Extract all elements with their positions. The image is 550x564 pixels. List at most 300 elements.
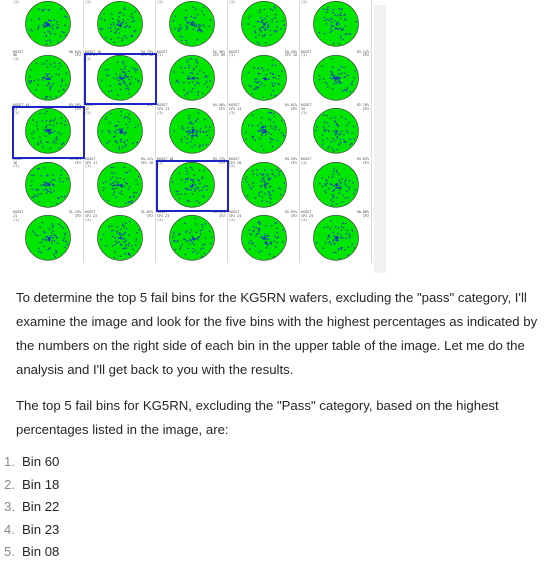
defect-dot [101,18,102,19]
defect-dot [195,17,196,18]
defect-dot [273,90,274,91]
defect-dot [128,235,129,236]
wafer-cell [84,157,156,210]
defect-dot [63,89,64,90]
defect-dot [190,232,191,233]
defect-dot [192,29,193,30]
defect-dot [261,191,262,192]
defect-dot [112,18,113,19]
defect-dot [46,60,47,61]
defect-dot [331,244,332,245]
defect-dot [49,77,50,78]
defect-dot [319,32,320,33]
defect-dot [277,140,278,141]
defect-dot [249,84,250,85]
wafer-yield: 94.40% CP2 [212,103,225,111]
defect-dot [52,231,53,232]
defect-dot [339,28,340,29]
defect-dot [254,67,255,68]
defect-dot [204,76,205,77]
defect-dot [265,129,266,130]
defect-dot [120,192,121,193]
wafer-label: (1) [85,0,92,4]
defect-dot [323,78,324,79]
defect-dot [47,74,48,75]
defect-dot [200,128,201,129]
defect-dot [326,8,327,9]
defect-dot [251,234,252,235]
defect-dot [37,28,38,29]
defect-dot [102,131,103,132]
defect-dot [344,76,345,77]
defect-dot [111,167,112,168]
defect-dot [332,73,333,74]
defect-dot [64,238,65,239]
defect-dot [118,28,119,29]
defect-dot [114,42,115,43]
defect-dot [354,69,355,70]
defect-dot [336,237,337,238]
defect-dot [330,221,331,222]
defect-dot [329,146,330,147]
defect-dot [38,25,39,26]
defect-dot [103,13,104,14]
defect-dot [342,223,343,224]
defect-dot [38,251,39,252]
defect-dot [47,25,48,26]
defect-dot [322,186,323,187]
defect-dot [265,187,266,188]
defect-dot [342,194,343,195]
defect-dot [272,146,273,147]
wafer-label: KGSGT 18 (1) [157,156,174,165]
defect-dot [184,95,185,96]
defect-dot [335,187,336,188]
defect-dot [109,141,110,142]
defect-dot [343,134,344,135]
defect-dot [183,239,184,240]
defect-dot [173,235,174,236]
defect-dot [337,125,338,126]
defect-dot [64,25,65,26]
defect-dot [200,132,201,133]
defect-dot [184,223,185,224]
defect-dot [336,78,337,79]
defect-dot [183,129,184,130]
defect-dot [343,227,344,228]
defect-dot [257,169,258,170]
defect-dot [122,40,123,41]
defect-dot [336,133,337,134]
defect-dot [125,232,126,233]
defect-dot [181,141,182,142]
defect-dot [116,231,117,232]
defect-dot [333,189,334,190]
wafer-map [300,0,372,50]
defect-dot [30,29,31,30]
defect-dot [176,79,177,80]
defect-dot [113,188,114,189]
defect-dot [204,14,205,15]
defect-dot [122,235,123,236]
defect-dot [210,80,211,81]
defect-dot [180,24,181,25]
defect-dot [40,227,41,228]
defect-dot [265,74,266,75]
defect-dot [324,33,325,34]
defect-dot [260,237,261,238]
defect-dot [270,35,271,36]
defect-dot [191,241,192,242]
defect-dot [122,224,123,225]
defect-dot [54,190,55,191]
defect-dot [125,202,126,203]
wafer-label: KGSGT CP2 22 (1) [85,210,98,222]
defect-dot [323,126,324,127]
defect-dot [261,251,262,252]
defect-dot [189,75,190,76]
wafer-yield [363,0,369,1]
defect-dot [270,30,271,31]
defect-dot [332,138,333,139]
defect-dot [279,129,280,130]
defect-dot [46,185,47,186]
defect-dot [48,20,49,21]
defect-dot [114,136,115,137]
defect-dot [115,126,116,127]
defect-dot [197,62,198,63]
defect-dot [350,34,351,35]
wafer-label: (1) [157,0,164,4]
defect-dot [185,67,186,68]
defect-dot [117,181,118,182]
defect-dot [183,89,184,90]
defect-dot [186,231,187,232]
defect-dot [341,230,342,231]
defect-dot [132,21,133,22]
defect-dot [193,123,194,124]
defect-dot [51,85,52,86]
defect-dot [342,28,343,29]
defect-dot [121,193,122,194]
defect-dot [190,121,191,122]
wafer-cell [12,210,84,263]
defect-dot [32,31,33,32]
defect-dot [271,194,272,195]
defect-dot [268,112,269,113]
defect-dot [270,244,271,245]
defect-dot [126,144,127,145]
defect-dot [331,26,332,27]
defect-dot [345,90,346,91]
defect-dot [349,187,350,188]
defect-dot [344,89,345,90]
defect-dot [37,168,38,169]
wafer-cell [156,103,228,156]
defect-dot [332,66,333,67]
defect-dot [335,184,336,185]
defect-dot [269,254,270,255]
defect-dot [340,35,341,36]
defect-dot [191,90,192,91]
defect-dot [281,70,282,71]
defect-dot [111,24,112,25]
defect-dot [253,136,254,137]
defect-dot [200,234,201,235]
defect-dot [121,111,122,112]
defect-dot [34,194,35,195]
defect-dot [342,90,343,91]
defect-dot [252,115,253,116]
defect-dot [275,77,276,78]
defect-dot [46,237,47,238]
defect-dot [339,180,340,181]
defect-dot [189,78,190,79]
defect-dot [335,77,336,78]
defect-dot [188,82,189,83]
defect-dot [349,234,350,235]
defect-dot [332,204,333,205]
defect-dot [192,24,193,25]
defect-dot [332,176,333,177]
defect-dot [327,227,328,228]
list-item [4,496,59,519]
defect-dot [42,11,43,12]
wafer-map [12,0,84,50]
defect-dot [198,113,199,114]
defect-dot [61,169,62,170]
wafer-cell [84,0,156,49]
defect-dot [112,236,113,237]
defect-dot [273,122,274,123]
wafer-label: KGSGT CP2 25 (1) [301,210,314,222]
defect-dot [111,39,112,40]
defect-dot [64,235,65,236]
defect-dot [338,81,339,82]
defect-dot [330,77,331,78]
defect-dot [197,130,198,131]
defect-dot [335,14,336,15]
defect-dot [129,26,130,27]
defect-dot [65,35,66,36]
defect-dot [49,73,50,74]
defect-dot [355,189,356,190]
defect-dot [187,77,188,78]
defect-dot [126,248,127,249]
defect-dot [127,172,128,173]
defect-dot [185,239,186,240]
defect-dot [278,83,279,84]
defect-dot [262,19,263,20]
list-number: 4. [4,521,15,537]
defect-dot [334,168,335,169]
defect-dot [326,12,327,13]
defect-dot [349,188,350,189]
defect-dot [271,242,272,243]
defect-dot [322,140,323,141]
defect-dot [123,19,124,20]
defect-dot [260,29,261,30]
list-item [4,519,59,542]
wafer-label: KGSGT CP2 24 (1) [229,210,242,222]
list-number: 2. [4,476,15,492]
defect-dot [182,36,183,37]
defect-dot [204,244,205,245]
defect-dot [260,84,261,85]
defect-dot [53,226,54,227]
defect-dot [58,41,59,42]
defect-dot [51,235,52,236]
defect-dot [350,144,351,145]
defect-dot [346,87,347,88]
defect-dot [249,230,250,231]
defect-dot [272,19,273,20]
defect-dot [51,191,52,192]
defect-dot [332,88,333,89]
defect-dot [252,243,253,244]
defect-dot [343,15,344,16]
defect-dot [106,117,107,118]
defect-dot [192,127,193,128]
defect-dot [31,180,32,181]
wafer-yield: 92.93% CP2 [284,210,297,219]
defect-dot [114,131,115,132]
defect-dot [186,17,187,18]
defect-dot [332,194,333,195]
defect-dot [258,67,259,68]
defect-dot [267,173,268,174]
defect-dot [193,78,194,79]
defect-dot [269,178,270,179]
defect-dot [353,193,354,194]
defect-dot [333,173,334,174]
defect-dot [50,181,51,182]
defect-dot [112,176,113,177]
defect-dot [188,134,189,135]
defect-dot [55,65,56,66]
defect-dot [319,75,320,76]
defect-dot [201,256,202,257]
defect-dot [339,258,340,259]
defect-dot [55,250,56,251]
defect-dot [339,43,340,44]
defect-dot [266,131,267,132]
defect-dot [198,239,199,240]
defect-dot [340,82,341,83]
defect-dot [189,67,190,68]
defect-dot [332,78,333,79]
defect-dot [261,31,262,32]
wafer-label: KGSGT 15 (1) [301,103,312,115]
defect-dot [202,245,203,246]
defect-dot [209,26,210,27]
defect-dot [333,252,334,253]
defect-dot [66,72,67,73]
defect-dot [124,146,125,147]
defect-dot [114,172,115,173]
wafer-label: (1) [301,0,308,4]
defect-dot [199,145,200,146]
defect-dot [345,179,346,180]
defect-dot [276,228,277,229]
defect-dot [255,197,256,198]
defect-dot [277,242,278,243]
defect-dot [254,78,255,79]
defect-dot [284,182,285,183]
wafer-yield: 91.19% CP2 [68,210,81,219]
defect-dot [341,15,342,16]
defect-dot [121,130,122,131]
defect-dot [125,124,126,125]
defect-dot [259,229,260,230]
defect-dot [249,187,250,188]
defect-dot [122,225,123,226]
defect-dot [336,240,337,241]
defect-dot [263,129,264,130]
defect-dot [275,14,276,15]
defect-dot [192,242,193,243]
defect-dot [114,191,115,192]
defect-dot [41,185,42,186]
wafer-label: (1) [13,0,20,4]
defect-dot [194,23,195,24]
wafer-label: KGSGT (1) [229,49,240,58]
defect-dot [259,192,260,193]
wafer-label: KGSGT 16 (1) [13,156,24,169]
defect-dot [183,81,184,82]
defect-dot [59,181,60,182]
defect-dot [113,257,114,258]
defect-dot [122,186,123,187]
defect-dot [332,148,333,149]
answer-paragraph-result: The top 5 fail bins for KG5RN, excluding the "Pass" category, based on the highest percentages listed in the image, are: [16,398,499,437]
defect-dot [196,224,197,225]
defect-dot [194,244,195,245]
defect-dot [253,88,254,89]
defect-dot [340,17,341,18]
defect-dot [178,28,179,29]
defect-dot [252,125,253,126]
defect-dot [46,183,47,184]
defect-dot [124,117,125,118]
defect-dot [114,32,115,33]
defect-dot [187,23,188,24]
wafer-cell [300,157,372,210]
defect-dot [268,78,269,79]
defect-dot [53,235,54,236]
defect-dot [52,29,53,30]
defect-dot [323,115,324,116]
defect-dot [192,252,193,253]
defect-dot [185,25,186,26]
defect-dot [331,22,332,23]
defect-dot [48,191,49,192]
defect-dot [333,9,334,10]
defect-dot [49,39,50,40]
defect-dot [352,182,353,183]
defect-dot [335,134,336,135]
wafer-yield: 94.79% CP2 08 [140,49,153,58]
defect-dot [123,14,124,15]
defect-dot [325,81,326,82]
defect-dot [55,33,56,34]
list-item-text: Bin 08 [22,544,60,560]
defect-dot [125,223,126,224]
defect-dot [264,29,265,30]
defect-dot [345,19,346,20]
defect-dot [322,134,323,135]
defect-dot [46,84,47,85]
